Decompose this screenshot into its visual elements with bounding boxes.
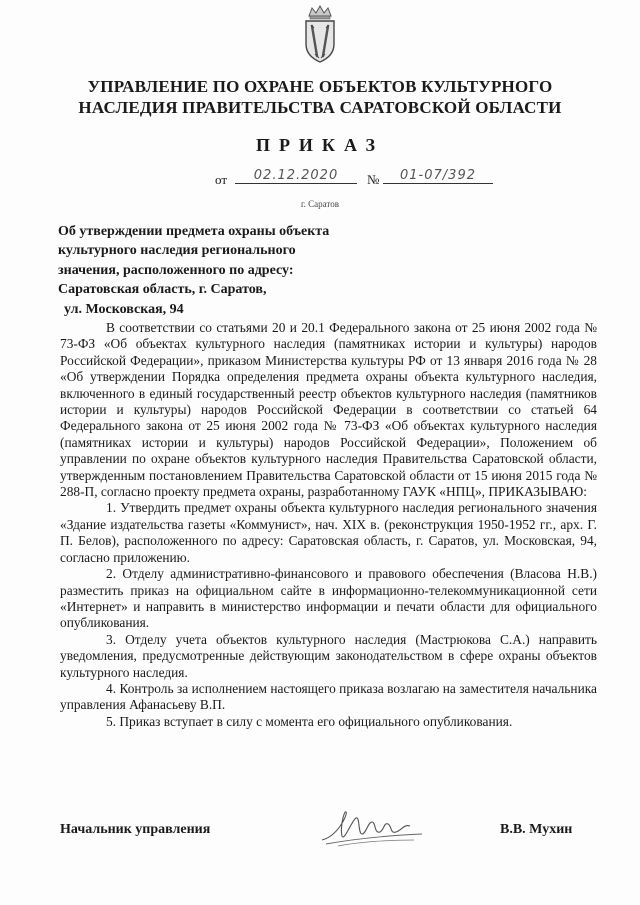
order-date: 02.12.2020 <box>235 168 357 184</box>
agency-name-line-2: НАСЛЕДИЯ ПРАВИТЕЛЬСТВА САРАТОВСКОЙ ОБЛАСТИ <box>78 98 562 117</box>
order-subject <box>58 222 378 319</box>
subject-line-5: ул. Московская, 94 <box>64 301 184 317</box>
coat-of-arms-icon <box>301 4 339 66</box>
agency-name-line-1: УПРАВЛЕНИЕ ПО ОХРАНЕ ОБЪЕКТОВ КУЛЬТУРНОГО <box>87 77 553 96</box>
handwritten-signature <box>318 806 428 850</box>
body-item-4: 4. Контроль за исполнением настоящего приказа возлагаю на заместителя начальника управления Афанасьеву В.П. <box>60 680 597 713</box>
agency-name <box>60 76 580 118</box>
subject-line-4: Саратовская область, г. Саратов, <box>58 282 267 298</box>
order-number-label: № <box>367 172 380 187</box>
body-item-5: 5. Приказ вступает в силу с момента его официального опубликования. <box>106 713 513 729</box>
body-preamble: В соответствии со статьями 20 и 20.1 Федерального закона от 25 июня 2002 года № 73-ФЗ «Об объектах культурного наследия (памятниках истории и культуры) народов Российской Федерации», приказом Министерства культуры РФ от 13 января 2016 года № 28 «Об утверждении Порядка определения предмета охраны объекта культурного наследия, включенного в единый государственный реестр объектов культурного наследия (памятников истории и культуры) народов Российской Федерации в соответствии со статьей 64 Федерального закона от 25 июня 2002 года № 73-ФЗ «Об объектах культурного наследия (памятниках истории и культуры) народов Российской Федерации», Положением об управлении по охране объектов культурного наследия Правительства Саратовской области, утвержденным постановлением Правительства Саратовской области от 15 июня 2015 года № 288-П, согласно проекту предмета охраны, разработанному ГАУК «НПЦ», ПРИКАЗЫВАЮ: <box>60 320 597 500</box>
order-date-label: от <box>215 172 228 187</box>
subject-line-2: культурного наследия регионального <box>58 243 296 259</box>
signatory-name: В.В. Мухин <box>500 822 573 837</box>
order-city: г. Саратов <box>301 199 339 209</box>
signatory-position: Начальник управления <box>60 822 211 837</box>
order-title: ПРИКАЗ <box>255 135 385 155</box>
order-date-number <box>215 168 515 188</box>
body-item-1: 1. Утвердить предмет охраны объекта культурного наследия регионального значения «Здание издательства газеты «Коммунист», нач. XIX в. (реконструкция 1950-1952 гг., арх. Г. П. Белов), расположенного по адресу: Саратовская область, г. Саратов, ул. Московская, 94, согласно приложению. <box>60 500 597 565</box>
body-item-3: 3. Отделу учета объектов культурного наследия (Мастрюкова С.А.) направить уведомления, предусмотренные действующим законодательством в сфере охраны объектов культурного наследия. <box>60 631 597 680</box>
subject-line-1: Об утверждении предмета охраны объекта <box>58 224 330 239</box>
body-item-2: 2. Отделу административно-финансового и правового обеспечения (Власова Н.В.) разместить приказ на официальном сайте в информационно-телекоммуникационной сети «Интернет» и направить в министерство информации и печати области для официального опубликования. <box>60 566 597 631</box>
order-body <box>60 320 597 730</box>
order-number: 01-07/392 <box>383 168 493 184</box>
subject-line-3: значения, расположенного по адресу: <box>58 262 294 278</box>
